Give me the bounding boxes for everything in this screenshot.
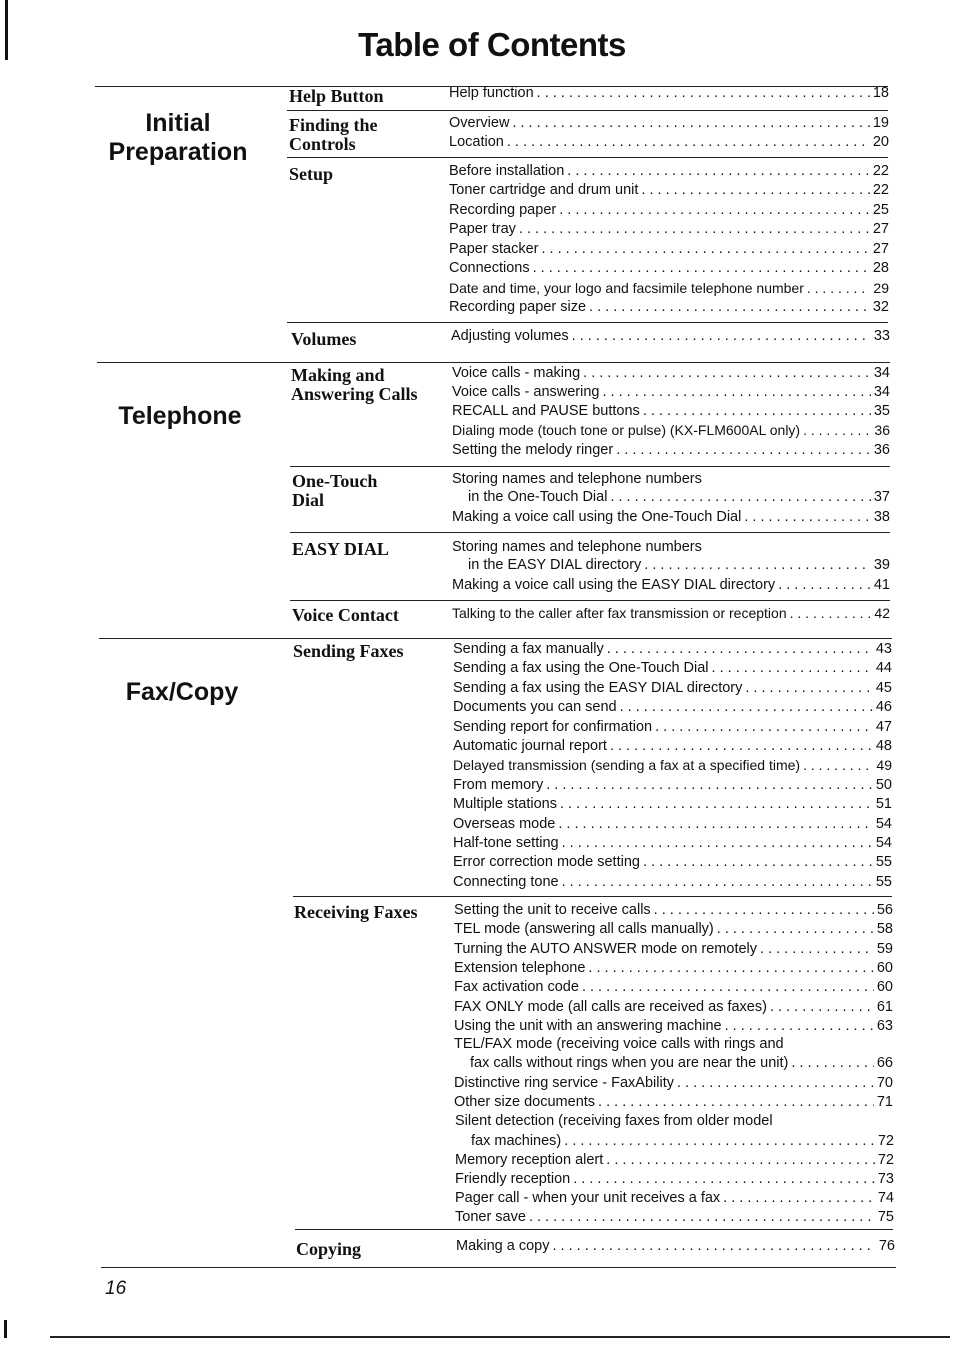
toc-entry[interactable]: Location . . . 20 <box>449 133 889 153</box>
group-title-making-and-answering-calls: Making and Answering Calls <box>291 365 418 404</box>
toc-entry[interactable]: Turning the AUTO ANSWER mode on remotely . . . 59 <box>454 940 893 960</box>
scan-margin-mark <box>5 0 8 60</box>
toc-entry-line[interactable]: Storing names and telephone numbers <box>452 539 702 555</box>
section-divider <box>97 362 890 363</box>
toc-entry[interactable]: Talking to the caller after fax transmission or reception . . . 42 <box>452 604 890 624</box>
toc-entry[interactable]: Making a voice call using the EASY DIAL directory . . . 41 <box>452 576 890 596</box>
toc-entry[interactable]: Adjusting volumes . . . 33 <box>451 327 890 347</box>
toc-entry[interactable]: Voice calls - making . . . 34 <box>452 364 890 384</box>
group-divider <box>287 322 888 323</box>
toc-entry[interactable]: Fax activation code . . . 60 <box>454 978 893 998</box>
toc-entry[interactable]: Pager call - when your unit receives a fax . . . 74 <box>455 1189 894 1209</box>
group-title-sending-faxes: Sending Faxes <box>293 641 404 661</box>
toc-entry[interactable]: Memory reception alert . . . 72 <box>455 1151 894 1171</box>
toc-entry[interactable]: Extension telephone . . . 60 <box>454 959 893 979</box>
toc-entry[interactable]: Making a copy . . . 76 <box>456 1237 895 1257</box>
group-title-copying: Copying <box>296 1239 362 1259</box>
scan-margin-mark <box>4 1320 7 1338</box>
toc-entry[interactable]: Setting the melody ringer . . . 36 <box>452 441 890 461</box>
page-number: 16 <box>105 1278 127 1299</box>
toc-entry[interactable]: Date and time, your logo and facsimile telephone number . . . 29 <box>449 279 889 299</box>
group-divider <box>287 157 888 158</box>
toc-entry[interactable]: Error correction mode setting . . . 55 <box>453 853 892 873</box>
group-title-finding-the-controls: Finding the Controls <box>289 115 378 154</box>
toc-entry[interactable]: Connecting tone . . . 55 <box>453 873 892 893</box>
group-divider <box>290 600 890 601</box>
toc-entry[interactable]: Dialing mode (touch tone or pulse) (KX-FLM600AL only) . . . 36 <box>452 421 890 441</box>
toc-entry[interactable]: Making a voice call using the One-Touch Dial . . . 38 <box>452 508 890 528</box>
toc-entry-line[interactable]: TEL/FAX mode (receiving voice calls with rings and <box>454 1036 784 1052</box>
toc-entry[interactable]: Paper stacker . . . 27 <box>449 240 889 260</box>
toc-entry[interactable]: Help function . . . 18 <box>449 84 889 104</box>
toc-entry[interactable]: Using the unit with an answering machine . . . 63 <box>454 1017 893 1037</box>
page-title: Table of Contents <box>358 26 626 63</box>
toc-entry[interactable]: in the EASY DIAL directory . . . 39 <box>468 556 890 576</box>
toc-entry[interactable]: Sending a fax using the EASY DIAL directory . . . 45 <box>453 679 892 699</box>
page-edge-rule <box>50 1336 950 1338</box>
toc-entry[interactable]: Multiple stations . . . 51 <box>453 795 892 815</box>
group-divider <box>293 896 892 897</box>
section-title-initial-preparation: Initial Preparation <box>108 109 248 166</box>
toc-entry[interactable]: From memory . . . 50 <box>453 776 892 796</box>
toc-entry[interactable]: fax machines) . . . 72 <box>471 1132 894 1152</box>
toc-entry[interactable]: in the One-Touch Dial . . . 37 <box>468 488 890 508</box>
toc-entry[interactable]: FAX ONLY mode (all calls are received as faxes) . . . 61 <box>454 998 893 1018</box>
toc-entry[interactable]: Sending report for confirmation . . . 47 <box>453 718 892 738</box>
group-title-one-touch-dial: One-Touch Dial <box>292 471 378 510</box>
group-title-volumes: Volumes <box>291 329 357 349</box>
toc-entry[interactable]: Toner cartridge and drum unit . . . 22 <box>449 181 889 201</box>
toc-entry[interactable]: Friendly reception . . . 73 <box>455 1170 894 1190</box>
group-divider <box>287 110 888 111</box>
group-title-help-button: Help Button <box>289 86 384 106</box>
toc-entry[interactable]: Distinctive ring service - FaxAbility . . . 70 <box>454 1074 893 1094</box>
section-title-fax-copy: Fax/Copy <box>125 678 239 706</box>
group-divider <box>290 466 890 467</box>
toc-entry[interactable]: Sending a fax using the One-Touch Dial . . . 44 <box>453 659 892 679</box>
toc-entry[interactable]: RECALL and PAUSE buttons . . . 35 <box>452 402 890 422</box>
toc-entry[interactable]: Delayed transmission (sending a fax at a specified time) . . . 49 <box>453 756 892 776</box>
toc-entry[interactable]: TEL mode (answering all calls manually) . . . 58 <box>454 920 893 940</box>
group-title-receiving-faxes: Receiving Faxes <box>294 902 418 922</box>
toc-entry[interactable]: fax calls without rings when you are near the unit) . . . 66 <box>470 1054 893 1074</box>
toc-entry[interactable]: Other size documents . . . 71 <box>454 1093 893 1113</box>
toc-entry[interactable]: Setting the unit to receive calls . . . 56 <box>454 901 893 921</box>
toc-entry[interactable]: Connections . . . 28 <box>449 259 889 279</box>
toc-entry-line[interactable]: Storing names and telephone numbers <box>452 471 702 487</box>
toc-entry-line[interactable]: Silent detection (receiving faxes from older model <box>455 1113 773 1129</box>
toc-entry[interactable]: Automatic journal report . . . 48 <box>453 737 892 757</box>
group-title-easy-dial: EASY DIAL <box>292 539 389 559</box>
toc-entry[interactable]: Half-tone setting . . . 54 <box>453 834 892 854</box>
toc-entry[interactable]: Sending a fax manually . . . 43 <box>453 640 892 660</box>
toc-entry[interactable]: Before installation . . . 22 <box>449 162 889 182</box>
group-divider <box>290 532 890 533</box>
toc-entry[interactable]: Voice calls - answering . . . 34 <box>452 383 890 403</box>
section-title-telephone: Telephone <box>118 402 242 430</box>
group-title-voice-contact: Voice Contact <box>292 605 399 625</box>
toc-entry[interactable]: Overview . . . 19 <box>449 114 889 134</box>
toc-entry[interactable]: Recording paper . . . 25 <box>449 201 889 221</box>
toc-entry[interactable]: Recording paper size . . . 32 <box>449 298 889 318</box>
toc-entry[interactable]: Documents you can send . . . 46 <box>453 698 892 718</box>
toc-entry[interactable]: Overseas mode . . . 54 <box>453 815 892 835</box>
toc-entry[interactable]: Toner save . . . 75 <box>455 1208 894 1228</box>
page-bottom-rule <box>101 1267 896 1268</box>
section-divider <box>99 638 892 639</box>
group-title-setup: Setup <box>289 164 334 184</box>
toc-entry[interactable]: Paper tray . . . 27 <box>449 220 889 240</box>
group-divider <box>295 1229 893 1230</box>
